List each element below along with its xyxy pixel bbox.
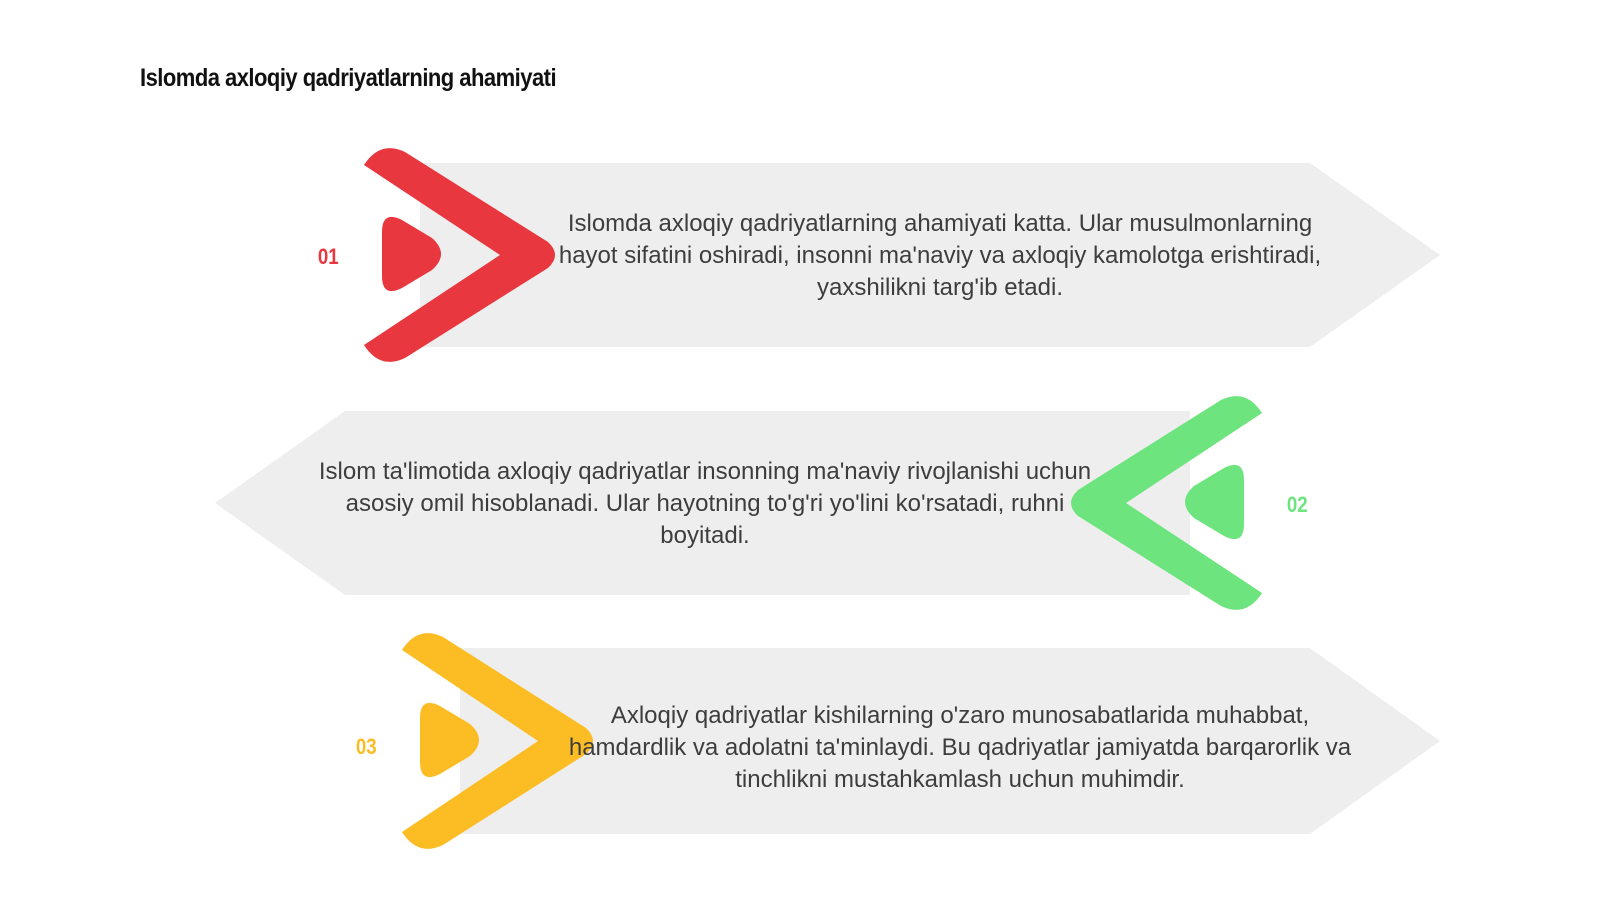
item-2-text: Islom ta'limotida axloqiy qadriyatlar insonning ma'naviy rivojlanishi uchun asosiy omil hisoblanadi. Ular hayotning to'g'ri yo'lini ko'rsatadi, ruhni boyitadi. (318, 458, 1092, 549)
item-1-text: Islomda axloqiy qadriyatlarning ahamiyati katta. Ular musulmonlarning hayot sifatini oshiradi, insonni ma'naviy va axloqiy kamolotga erishtiradi, yaxshilikni targ'ib etadi. (558, 210, 1322, 301)
item-3-text: Axloqiy qadriyatlar kishilarning o'zaro munosabatlarida muhabbat, hamdardlik va adolatni ta'minlaydi. Bu qadriyatlar jamiyatda barqarorlik va tinchlikni mustahkamlash uchun muhimdir. (568, 702, 1352, 793)
item-1-number: 01 (317, 244, 339, 269)
item-2-number: 02 (1286, 492, 1308, 517)
slide-title: Islomda axloqiy qadriyatlarning ahamiyati (140, 64, 557, 92)
play-icon (1185, 465, 1244, 539)
item-3-number: 03 (355, 734, 377, 759)
